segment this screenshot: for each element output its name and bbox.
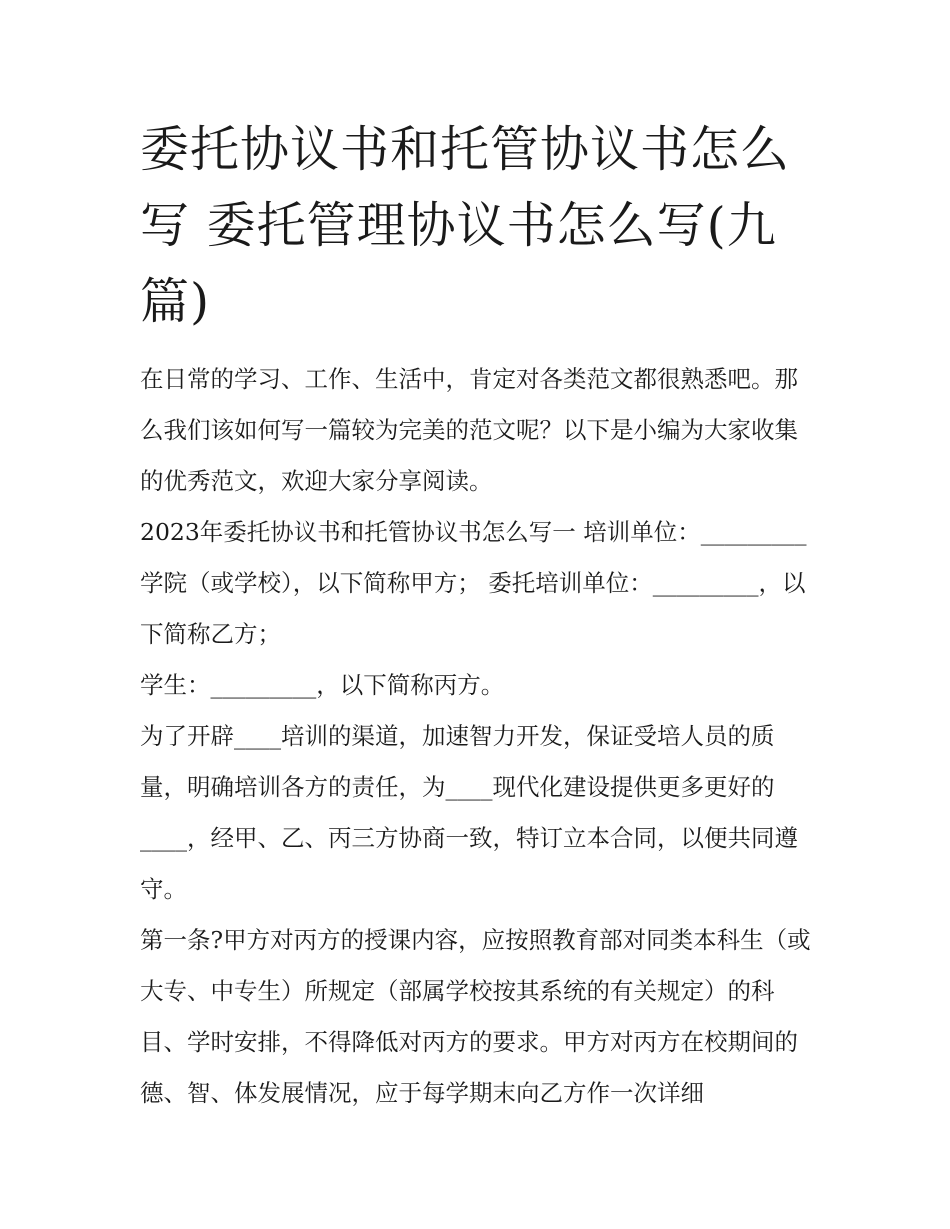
purpose-paragraph: 为了开辟____培训的渠道，加速智力开发，保证受培人员的质量，明确培训各方的责任，为____现代化建设提供更多更好的____，经甲、乙、丙三方协商一致，特订立本合同，以便共同遵守。 xyxy=(140,722,798,903)
article-one-paragraph: 第一条?甲方对丙方的授课内容，应按照教育部对同类本科生（或大专、中专生）所规定（部属学校按其系统的有关规定）的科目、学时安排，不得降低对丙方的要求。甲方对丙方在校期间的德、智、体发展情况，应于每学期末向乙方作一次详细 xyxy=(140,926,811,1107)
student-paragraph: 学生：_________，以下简称丙方。 xyxy=(140,671,505,699)
intro-paragraph: 在日常的学习、工作、生活中，肯定对各类范文都很熟悉吧。那么我们该如何写一篇较为完美的范文呢？以下是小编为大家收集的优秀范文，欢迎大家分享阅读。 xyxy=(140,365,798,495)
document-body xyxy=(140,354,820,1119)
document-title: 委托协议书和托管协议书怎么写 委托管理协议书怎么写(九篇) xyxy=(140,121,791,330)
parties-paragraph: 2023年委托协议书和托管协议书怎么写一 培训单位：_________学院（或学校），以下简称甲方； 委托培训单位：_________，以下简称乙方； xyxy=(140,518,807,648)
